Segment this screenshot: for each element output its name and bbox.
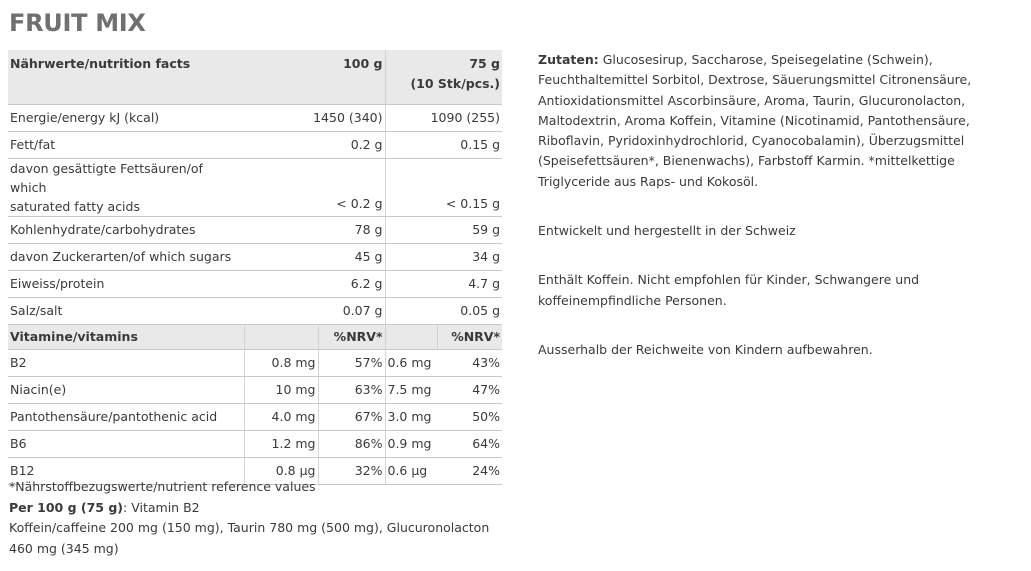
- ingredients-text: Glucosesirup, Saccharose, Speisegelatine (Schwein), Feuchthaltemittel Sorbitol, Dextrose, Säuerungsmittel Citronensäure, Antioxidationsmittel Ascorbinsäure, Aroma, Taurin, Glucuronolacton, Maltodextrin, Aroma Koffein, Vitamine (Nicotinamid, Pantothensäure, Riboflavin, Pyridoxinhydrochlorid, Cyanocobalamin), Überzugsmittel (Speisefettsäuren*, Bienenwachs), Farbstoff Karmin. *mittelkettige Triglyceride aus Raps- und Kokosöl.: [538, 52, 972, 189]
- vitamin-row: [8, 404, 502, 431]
- table-row: [8, 105, 502, 132]
- header-portion-pieces: (10 Stk/pcs.): [410, 76, 501, 91]
- row-value-portion: 4.7 g: [385, 271, 502, 298]
- header-per-100g: 100 g: [244, 50, 385, 105]
- vitamin-amount-portion: 0.9 mg: [385, 431, 437, 458]
- row-value-portion: 0.15 g: [385, 132, 502, 159]
- vitamins-header-row: [8, 325, 502, 350]
- vitamin-nrv-portion: 47%: [437, 377, 502, 404]
- row-label: davon Zuckerarten/of which sugars: [8, 244, 244, 271]
- row-value-portion: 34 g: [385, 244, 502, 271]
- vitamin-amount-portion: 0.6 mg: [385, 350, 437, 377]
- header-per-portion: [385, 50, 502, 105]
- storage-warning: Ausserhalb der Reichweite von Kindern aufbewahren.: [538, 341, 873, 357]
- vitamin-amount-100g: 0.8 mg: [244, 350, 318, 377]
- footnote-per-100g-text: : Vitamin B2: [123, 499, 200, 515]
- table-row: [8, 271, 502, 298]
- vitamin-nrv-portion: 24%: [437, 458, 502, 485]
- origin-text: Entwickelt und hergestellt in der Schweiz: [538, 223, 796, 239]
- vitamin-amount-100g: 10 mg: [244, 377, 318, 404]
- footnote-stimulants: Koffein/caffeine 200 mg (150 mg), Taurin 780 mg (500 mg), Glucuronolacton 460 mg (345 mg): [9, 520, 490, 556]
- row-label-line2: saturated fatty acids: [10, 199, 140, 214]
- row-label: Energie/energy kJ (kcal): [8, 105, 244, 132]
- vitamin-amount-portion: 7.5 mg: [385, 377, 437, 404]
- vitamin-label: B2: [8, 350, 244, 377]
- vitamin-nrv-100g: 32%: [318, 458, 385, 485]
- row-value-portion: 1090 (255): [385, 105, 502, 132]
- nutrition-header-label: Nährwerte/nutrition facts: [8, 50, 244, 105]
- header-portion-weight: 75 g: [469, 56, 501, 71]
- vitamin-nrv-100g: 57%: [318, 350, 385, 377]
- ingredients-label: Zutaten:: [538, 52, 599, 67]
- row-value-100g: < 0.2 g: [244, 159, 385, 217]
- row-label: Salz/salt: [8, 298, 244, 325]
- vitamin-row: [8, 431, 502, 458]
- vitamins-header-nrv-portion: %NRV*: [437, 325, 502, 350]
- vitamin-amount-portion: 3.0 mg: [385, 404, 437, 431]
- vitamin-label: Niacin(e): [8, 377, 244, 404]
- table-row: [8, 244, 502, 271]
- footnote-nrv: *Nährstoffbezugswerte/nutrient reference values: [9, 479, 316, 494]
- table-row: [8, 159, 502, 217]
- nutrition-footnote: [9, 477, 509, 559]
- row-label: [8, 159, 244, 217]
- nutrition-header-row: [8, 50, 502, 105]
- ingredients: [538, 50, 1018, 192]
- vitamin-amount-100g: 1.2 mg: [244, 431, 318, 458]
- table-row: [8, 217, 502, 244]
- caffeine-warning: Enthält Koffein. Nicht empfohlen für Kinder, Schwangere und koffeinempfindliche Personen.: [538, 272, 920, 308]
- vitamin-amount-100g: 0.8 µg: [244, 458, 318, 485]
- product-info: [538, 50, 1018, 360]
- vitamin-label: B12: [8, 458, 244, 485]
- vitamin-amount-100g: 4.0 mg: [244, 404, 318, 431]
- vitamin-row: [8, 377, 502, 404]
- row-value-portion: 59 g: [385, 217, 502, 244]
- vitamin-label: B6: [8, 431, 244, 458]
- vitamin-row: [8, 350, 502, 377]
- table-row: [8, 298, 502, 325]
- vitamin-nrv-portion: 50%: [437, 404, 502, 431]
- row-value-100g: 1450 (340): [244, 105, 385, 132]
- vitamin-nrv-100g: 86%: [318, 431, 385, 458]
- vitamin-nrv-portion: 43%: [437, 350, 502, 377]
- row-value-portion: < 0.15 g: [385, 159, 502, 217]
- row-value-100g: 0.07 g: [244, 298, 385, 325]
- vitamins-header-blank: [385, 325, 437, 350]
- vitamins-header-label: Vitamine/vitamins: [8, 325, 244, 350]
- row-value-100g: 45 g: [244, 244, 385, 271]
- vitamins-header-nrv-100g: %NRV*: [318, 325, 385, 350]
- row-value-100g: 78 g: [244, 217, 385, 244]
- vitamins-header-blank: [244, 325, 318, 350]
- row-label-line1: davon gesättigte Fettsäuren/of which: [10, 161, 203, 195]
- footnote-per-100g: [9, 498, 509, 519]
- row-label: Fett/fat: [8, 132, 244, 159]
- vitamin-nrv-100g: 63%: [318, 377, 385, 404]
- vitamin-nrv-100g: 67%: [318, 404, 385, 431]
- row-value-portion: 0.05 g: [385, 298, 502, 325]
- nutrition-table: [8, 50, 502, 485]
- row-label: Eiweiss/protein: [8, 271, 244, 298]
- row-value-100g: 6.2 g: [244, 271, 385, 298]
- vitamin-amount-portion: 0.6 µg: [385, 458, 437, 485]
- vitamin-label: Pantothensäure/pantothenic acid: [8, 404, 244, 431]
- footnote-per-100g-label: Per 100 g (75 g): [9, 499, 124, 515]
- row-value-100g: 0.2 g: [244, 132, 385, 159]
- vitamin-nrv-portion: 64%: [437, 431, 502, 458]
- table-row: [8, 132, 502, 159]
- row-label: Kohlenhydrate/carbohydrates: [8, 217, 244, 244]
- product-title: FRUIT MIX: [9, 9, 146, 37]
